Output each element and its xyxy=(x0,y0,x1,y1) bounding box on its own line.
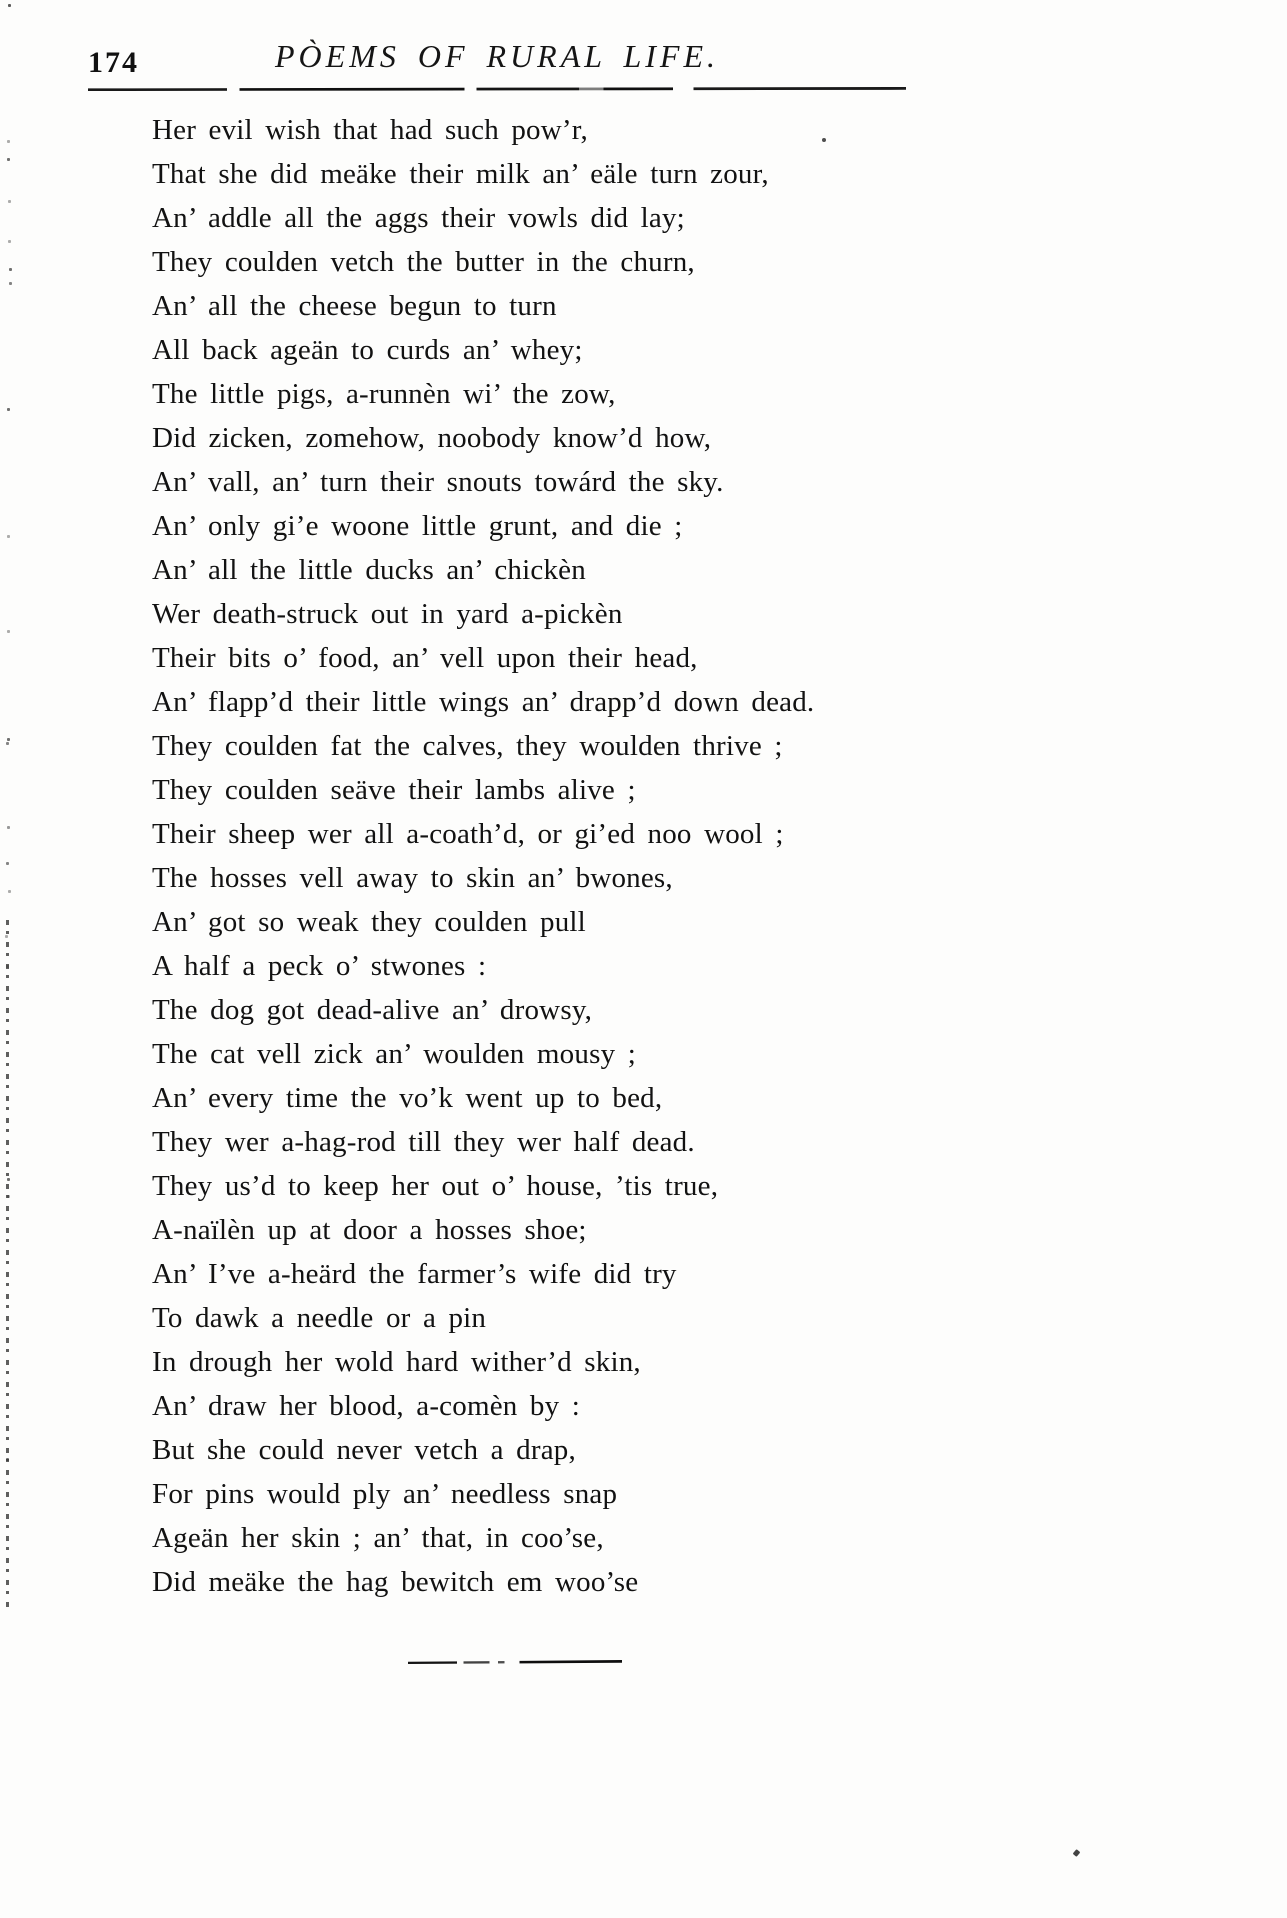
scan-dot xyxy=(6,862,9,865)
poem-line: Their sheep wer all a-coath’d, or gi’ed noo wool ; xyxy=(152,818,784,850)
scan-dot xyxy=(7,1195,10,1198)
poem-line: All back ageän to curds an’ whey; xyxy=(152,334,583,366)
poem-line: Her evil wish that had such pow’r, xyxy=(152,114,588,146)
page-number: 174 xyxy=(88,46,139,79)
poem-line: An’ I’ve a-heärd the farmer’s wife did try xyxy=(152,1258,677,1290)
poem-line: That she did meäke their milk an’ eäle turn zour, xyxy=(152,158,769,190)
poem-line: An’ flapp’d their little wings an’ drapp’d down dead. xyxy=(152,686,815,718)
poem-line: But she could never vetch a drap, xyxy=(152,1434,576,1466)
scan-dot xyxy=(9,282,12,285)
scan-dot xyxy=(6,965,9,968)
poem-line: An’ all the cheese begun to turn xyxy=(152,290,557,322)
poem-line: An’ every time the vo’k went up to bed, xyxy=(152,1082,663,1114)
scan-dot xyxy=(8,240,11,243)
poem-line: They coulden vetch the butter in the churn, xyxy=(152,246,695,278)
scan-dot xyxy=(8,200,11,203)
poem-line: An’ vall, an’ turn their snouts towárd the sky. xyxy=(152,466,724,498)
section-divider-rule xyxy=(408,1660,622,1664)
scan-speck xyxy=(1073,1849,1081,1857)
poem-line: The little pigs, a-runnèn wi’ the zow, xyxy=(152,378,616,410)
page-header xyxy=(88,38,906,82)
poem-line: The hosses vell away to skin an’ bwones, xyxy=(152,862,673,894)
scan-dot xyxy=(6,1458,9,1461)
scan-dot xyxy=(7,158,10,161)
poem-line: The dog got dead-alive an’ drowsy, xyxy=(152,994,593,1026)
poem-line: In drough her wold hard wither’d skin, xyxy=(152,1346,641,1378)
scan-dot xyxy=(5,935,8,938)
scan-dot xyxy=(7,140,10,143)
poem-line: They us’d to keep her out o’ house, ’tis true, xyxy=(152,1170,719,1202)
scan-dot xyxy=(8,890,11,893)
scan-dot xyxy=(7,826,10,829)
poem-line: They coulden fat the calves, they woulden thrive ; xyxy=(152,730,783,762)
poem-line: Wer death-struck out in yard a-pickèn xyxy=(152,598,623,630)
scan-dot xyxy=(9,268,12,271)
poem-line: A-naïlèn up at door a hosses shoe; xyxy=(152,1214,587,1246)
scan-edge-artifact xyxy=(6,920,9,1610)
header-rule xyxy=(88,87,906,91)
scan-speck xyxy=(822,138,826,142)
poem-line: A half a peck o’ stwones : xyxy=(152,950,487,982)
running-title: PÒEMS OF RURAL LIFE. xyxy=(274,38,720,74)
poem-line: The cat vell zick an’ woulden mousy ; xyxy=(152,1038,636,1070)
poem-line: They coulden seäve their lambs alive ; xyxy=(152,774,636,806)
poem-line: An’ addle all the aggs their vowls did lay; xyxy=(152,202,685,234)
poem-line: Ageän her skin ; an’ that, in coo’se, xyxy=(152,1522,604,1554)
scan-dot xyxy=(7,535,10,538)
scan-dot xyxy=(8,4,11,7)
poem-line: An’ draw her blood, a-comèn by : xyxy=(152,1390,581,1422)
poem-line: An’ all the little ducks an’ chickèn xyxy=(152,554,586,586)
scan-dot xyxy=(7,738,10,741)
scan-dot xyxy=(6,742,9,745)
poem-line: They wer a-hag-rod till they wer half dead. xyxy=(152,1126,695,1158)
scan-dot xyxy=(7,1178,10,1181)
poem-line: To dawk a needle or a pin xyxy=(152,1302,487,1334)
poem-line: For pins would ply an’ needless snap xyxy=(152,1478,618,1510)
scan-dot xyxy=(7,408,10,411)
scan-dot xyxy=(7,630,10,633)
poem-body xyxy=(152,108,1052,1604)
poem-line: An’ only gi’e woone little grunt, and die ; xyxy=(152,510,683,542)
poem-line: Did meäke the hag bewitch em woo’se xyxy=(152,1566,639,1598)
poem-line: An’ got so weak they coulden pull xyxy=(152,906,586,938)
poem-line: Their bits o’ food, an’ vell upon their head, xyxy=(152,642,698,674)
poem-line: Did zicken, zomehow, noobody know’d how, xyxy=(152,422,712,454)
